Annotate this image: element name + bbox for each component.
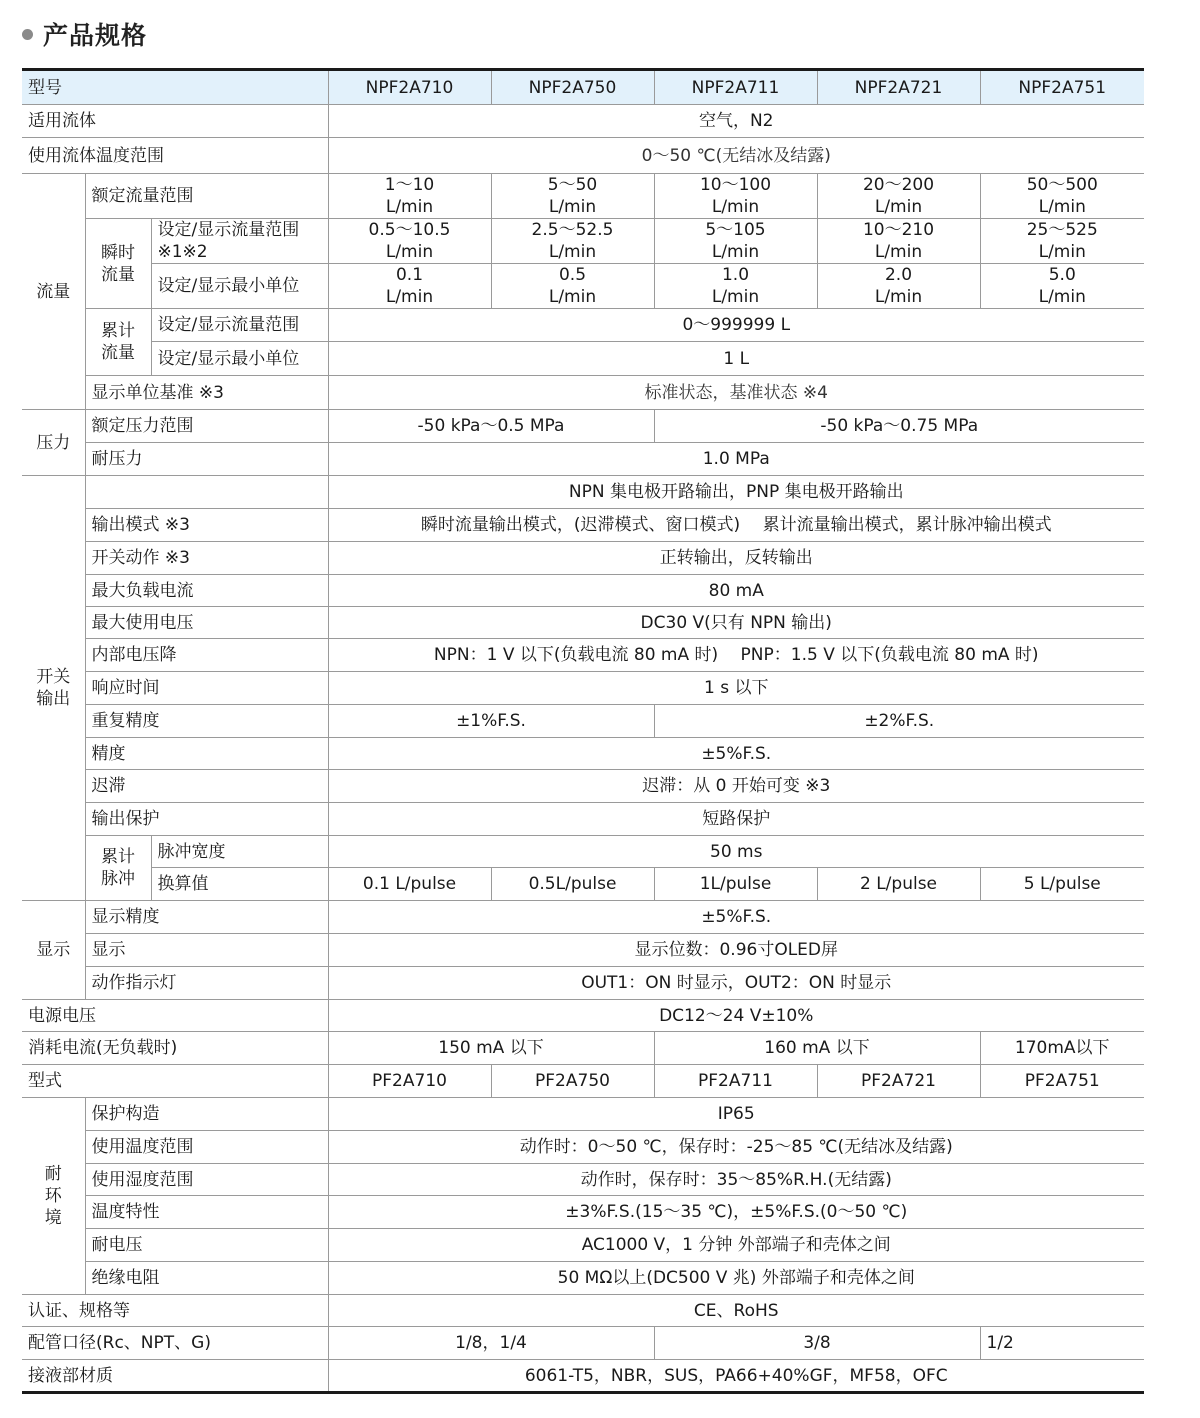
row-value: 150 mA 以下 [328,1032,654,1065]
table-row [22,219,1144,264]
instant-range-cell: 25～525 L/min [980,219,1144,264]
model-label: 型号 [22,70,328,105]
row-value: 1.0 MPa [328,443,1144,476]
row-value: 50 ms [328,836,1144,868]
table-row [22,1262,1144,1295]
model-cell: NPF2A751 [980,70,1144,105]
table-row [22,901,1144,934]
row-label: 最大负载电流 [85,575,328,607]
row-label: 换算值 [151,868,328,901]
row-value: ±5%F.S. [328,901,1144,934]
table-row [22,803,1144,836]
row-label: 设定/显示最小单位 [151,264,328,309]
table-row [22,376,1144,410]
row-label: 温度特性 [85,1196,328,1229]
table-row [22,1196,1144,1229]
group-label-environment: 耐 环 境 [22,1098,85,1295]
row-label: 型式 [22,1065,328,1098]
row-label: 电源电压 [22,1000,328,1032]
table-row [22,476,1144,509]
table-row [22,342,1144,376]
table-row [22,105,1144,138]
table-header-row [22,70,1144,105]
row-label: 保护构造 [85,1098,328,1131]
row-value: 80 mA [328,575,1144,607]
row-value: NPN 集电极开路输出，PNP 集电极开路输出 [328,476,1144,509]
table-row [22,264,1144,309]
row-value: 正转输出，反转输出 [328,542,1144,575]
row-label: 额定流量范围 [85,174,328,219]
row-label: 设定/显示最小单位 [151,342,328,376]
bullet-icon [22,29,33,40]
row-label: 脉冲宽度 [151,836,328,868]
table-row [22,1229,1144,1262]
group-label-pressure: 压力 [22,410,85,476]
table-row [22,836,1144,868]
section-title [22,14,147,54]
row-label: 接液部材质 [22,1360,328,1393]
page-title: 产品规格 [43,21,148,50]
rated-flow-cell: 5～50 L/min [491,174,654,219]
row-value: 动作时：0～50 ℃，保存时：-25～85 ℃(无结冰及结露) [328,1131,1144,1164]
table-row [22,1327,1144,1360]
row-value: 迟滞：从 0 开始可变 ※3 [328,770,1144,803]
table-row [22,1032,1144,1065]
instant-min-cell: 0.1 L/min [328,264,491,309]
table-row [22,1360,1144,1393]
row-label: 显示 [85,934,328,967]
table-row [22,309,1144,342]
type-cell: PF2A721 [817,1065,980,1098]
row-value: IP65 [328,1098,1144,1131]
row-label: 迟滞 [85,770,328,803]
type-cell: PF2A711 [654,1065,817,1098]
table-row [22,575,1144,607]
rated-flow-cell: 50～500 L/min [980,174,1144,219]
row-label: 精度 [85,738,328,770]
row-label: 认证、规格等 [22,1295,328,1327]
row-label: 使用湿度范围 [85,1164,328,1196]
table-row [22,1295,1144,1327]
model-cell: NPF2A750 [491,70,654,105]
table-row [22,410,1144,443]
rated-flow-cell: 20～200 L/min [817,174,980,219]
group-label-flow: 流量 [22,174,85,410]
rated-flow-cell: 10～100 L/min [654,174,817,219]
table-row [22,705,1144,738]
group-label-total-flow: 累计 流量 [85,309,151,376]
row-value: ±3%F.S.(15～35 ℃)，±5%F.S.(0～50 ℃) [328,1196,1144,1229]
row-value: CE、RoHS [328,1295,1144,1327]
instant-range-cell: 5～105 L/min [654,219,817,264]
row-label: 显示单位基准 ※3 [85,376,328,410]
instant-range-cell: 0.5～10.5 L/min [328,219,491,264]
row-value: 显示位数：0.96寸OLED屏 [328,934,1144,967]
row-value: 6061-T5，NBR，SUS，PA66+40%GF，MF58，OFC [328,1360,1144,1393]
table-row [22,967,1144,1000]
row-label: 重复精度 [85,705,328,738]
pulse-value-cell: 0.1 L/pulse [328,868,491,901]
table-row [22,672,1144,705]
instant-min-cell: 5.0 L/min [980,264,1144,309]
group-label-instant-flow: 瞬时 流量 [85,219,151,309]
row-value: 0～999999 L [328,309,1144,342]
row-value: -50 kPa～0.75 MPa [654,410,1144,443]
row-label: 动作指示灯 [85,967,328,1000]
row-label: 开关动作 ※3 [85,542,328,575]
instant-range-cell: 2.5～52.5 L/min [491,219,654,264]
instant-range-cell: 10～210 L/min [817,219,980,264]
row-label: 消耗电流(无负载时) [22,1032,328,1065]
row-value: ±1%F.S. [328,705,654,738]
row-value: 瞬时流量输出模式，(迟滞模式、窗口模式) 累计流量输出模式，累计脉冲输出模式 [328,509,1144,542]
table-row [22,1000,1144,1032]
row-label: 使用流体温度范围 [22,138,328,174]
table-row [22,138,1144,174]
row-label: 显示精度 [85,901,328,934]
row-value: NPN：1 V 以下(负载电流 80 mA 时) PNP：1.5 V 以下(负载电流 80 mA 时) [328,639,1144,672]
instant-min-cell: 2.0 L/min [817,264,980,309]
table-row [22,1098,1144,1131]
pulse-value-cell: 0.5L/pulse [491,868,654,901]
table-row [22,1131,1144,1164]
row-label: 适用流体 [22,105,328,138]
row-value: 1/8，1/4 [328,1327,654,1360]
instant-min-cell: 1.0 L/min [654,264,817,309]
table-row [22,607,1144,639]
row-value: 170mA以下 [980,1032,1144,1065]
pulse-value-cell: 1L/pulse [654,868,817,901]
table-row [22,174,1144,219]
row-label: 配管口径(Rc、NPT、G) [22,1327,328,1360]
row-value: 160 mA 以下 [654,1032,980,1065]
row-value: 1 s 以下 [328,672,1144,705]
row-label: 耐压力 [85,443,328,476]
row-value: AC1000 V，1 分钟 外部端子和壳体之间 [328,1229,1144,1262]
row-label: 输出模式 ※3 [85,509,328,542]
row-label: 响应时间 [85,672,328,705]
spec-table [22,68,1144,1394]
row-value: 标准状态，基准状态 ※4 [328,376,1144,410]
table-row [22,443,1144,476]
row-label: 内部电压降 [85,639,328,672]
instant-min-cell: 0.5 L/min [491,264,654,309]
row-value: DC12～24 V±10% [328,1000,1144,1032]
row-value: 1 L [328,342,1144,376]
table-row [22,542,1144,575]
row-label: 最大使用电压 [85,607,328,639]
row-value: 3/8 [654,1327,980,1360]
group-label-total-pulse: 累计 脉冲 [85,836,151,901]
row-value: ±5%F.S. [328,738,1144,770]
row-label: 额定压力范围 [85,410,328,443]
type-cell: PF2A750 [491,1065,654,1098]
row-label: 设定/显示流量范围 [151,309,328,342]
row-label: 设定/显示流量范围 ※1※2 [151,219,328,264]
row-value: 短路保护 [328,803,1144,836]
row-label: 耐电压 [85,1229,328,1262]
model-cell: NPF2A721 [817,70,980,105]
group-label-display: 显示 [22,901,85,1000]
row-value: 50 MΩ以上(DC500 V 兆) 外部端子和壳体之间 [328,1262,1144,1295]
type-cell: PF2A710 [328,1065,491,1098]
row-label: 绝缘电阻 [85,1262,328,1295]
row-value: ±2%F.S. [654,705,1144,738]
row-value: 1/2 [980,1327,1144,1360]
pulse-value-cell: 5 L/pulse [980,868,1144,901]
row-value: OUT1：ON 时显示，OUT2：ON 时显示 [328,967,1144,1000]
row-value: 动作时，保存时：35～85%R.H.(无结露) [328,1164,1144,1196]
table-row [22,934,1144,967]
row-label: 输出保护 [85,803,328,836]
group-label-switch-output: 开关 输出 [22,476,85,901]
row-label: 使用温度范围 [85,1131,328,1164]
pulse-value-cell: 2 L/pulse [817,868,980,901]
row-value: 0～50 ℃(无结冰及结露) [328,138,1144,174]
table-row [22,1164,1144,1196]
model-cell: NPF2A711 [654,70,817,105]
table-row [22,639,1144,672]
table-row [22,770,1144,803]
row-value: 空气，N2 [328,105,1144,138]
table-row [22,1065,1144,1098]
table-row [22,509,1144,542]
row-value: DC30 V(只有 NPN 输出) [328,607,1144,639]
table-row [22,868,1144,901]
table-row [22,738,1144,770]
row-label-empty [85,476,328,509]
type-cell: PF2A751 [980,1065,1144,1098]
model-cell: NPF2A710 [328,70,491,105]
rated-flow-cell: 1～10 L/min [328,174,491,219]
row-value: -50 kPa～0.5 MPa [328,410,654,443]
